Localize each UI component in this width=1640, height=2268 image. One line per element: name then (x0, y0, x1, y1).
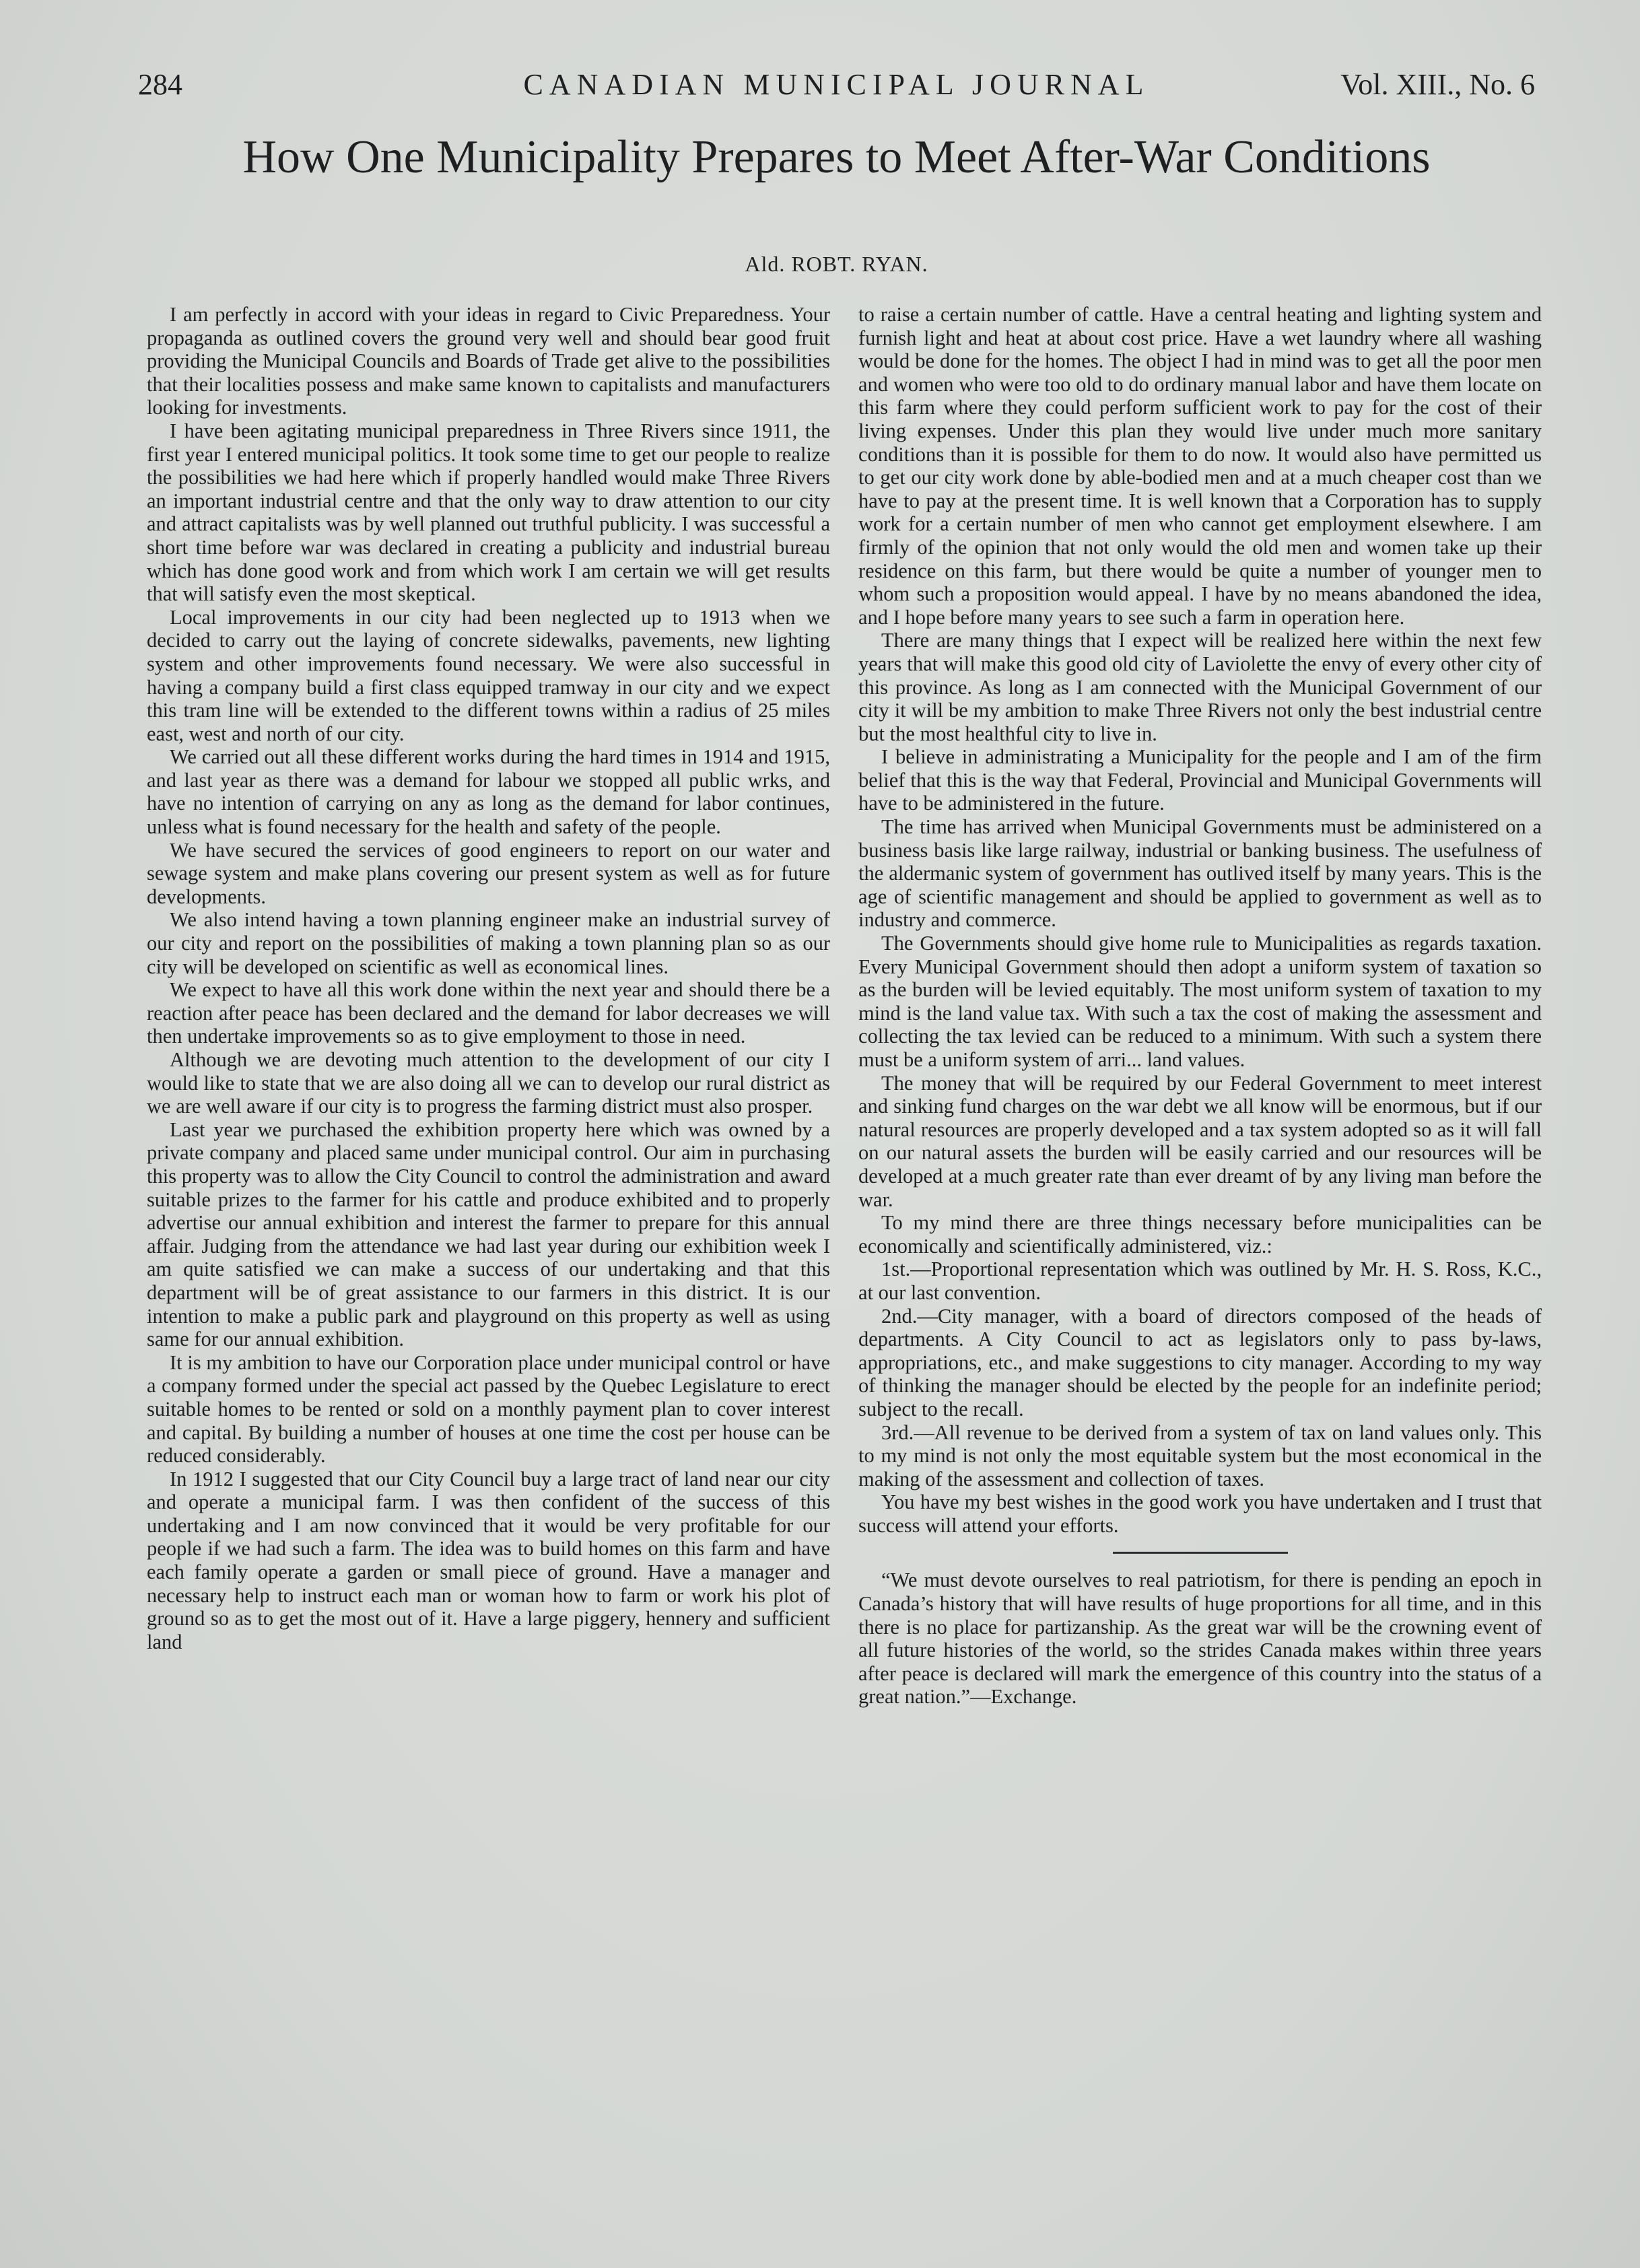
article-byline: Ald. ROBT. RYAN. (745, 252, 928, 276)
paragraph-closing: You have my best wishes in the good work you have undertaken and I trust that success will attend your efforts. (858, 1490, 1542, 1537)
paragraph-continued: to raise a certain number of cattle. Have a central heating and lighting system and furnish light and heat at about cost price. Have a wet laundry where all washing would be done for the homes. The object I had in mind was to get all the poor men and women who were too old to do ordinary manual labor and have them locate on this farm where they could perform sufficient work to pay for the cost of their living expenses. Under this plan they would live under much more sanitary conditions than it is possible for them to do now. It would also have permitted us to get our city work done by able-bodied men and at a much cheaper cost than we have to pay at the present time. It is well known that a Corporation has to supply work for a certain number of men who cannot get employment elsewhere. I am firmly of the opinion that not only would the old men and women take up their residence on this farm, but there would be quite a number of younger men to whom such a proposition would appeal. I have by no means abandoned the idea, and I hope before many years to see such a farm in operation here. (858, 303, 1542, 629)
paragraph: The Governments should give home rule to Municipalities as regards taxation. Every Municipal Government should then adopt a uniform system of taxation so as the burden will be levied equitably. The most uniform system of taxation to my mind is the land value tax. With such a tax the cost of making the assessment and collecting the tax levied can be reduced to a minimum. With such a system there must be a uniform system of arri... land values. (858, 932, 1542, 1071)
paragraph: Last year we purchased the exhibition property here which was owned by a private company and placed same under municipal control. Our aim in purchasing this property was to allow the City Council to control the administration and award suitable prizes to the farmer for his cattle and produce exhibited and to properly advertise our annual exhibition and interest the farmer to prepare for this annual affair. Judging from the attendance we had last year during our exhibition week I am quite satisfied we can make a success of our undertaking and that this department will be of great assistance to our farmers in this district. It is our intention to make a public park and playground on this property as well as using same for our annual exhibition. (147, 1118, 830, 1351)
paragraph: I am perfectly in accord with your ideas in regard to Civic Preparedness. Your propaganda as outlined covers the ground very well and should bear good fruit providing the Municipal Councils and Boards of Trade get alive to the possibilities that their localities possess and make same known to capitalists and manufacturers looking for investments. (147, 303, 830, 419)
paragraph: The time has arrived when Municipal Governments must be administered on a business basis like large railway, industrial or banking business. The usefulness of the aldermanic system of government has outlived itself by many years. This is the age of scientific management and should be applied to government as well as to industry and commerce. (858, 815, 1542, 932)
list-item-third: 3rd.—All revenue to be derived from a system of tax on land values only. This to my mind is not only the most equitable system but the most economical in the making of the assessment and collection of taxes. (858, 1420, 1542, 1490)
list-item-second: 2nd.—City manager, with a board of directors composed of the heads of departments. A City Council to act as legislators only to pass by-laws, appropriations, etc., and make suggestions to city manager. According to my way of thinking the manager should be elected by the people for an indefinite period; subject to the recall. (858, 1304, 1542, 1420)
paragraph: I have been agitating municipal preparedness in Three Rivers since 1911, the first year I entered municipal politics. It took some time to get our people to realize the possibilities we had here which if properly handled would make Three Rivers an important industrial centre and that the only way to draw attention to our city and attract capitalists was by well planned out truthful publicity. I was successful a short time before war was declared in creating a publicity and industrial bureau which has done good work and from which work I am certain we will get results that will satisfy even the most skeptical. (147, 419, 830, 606)
paragraph: In 1912 I suggested that our City Council buy a large tract of land near our city and operate a municipal farm. I was then confident of the success of this undertaking and I am now convinced that it would be very profitable for our people if we had such a farm. The idea was to build homes on this farm and have each family operate a garden or small piece of ground. Have a manager and necessary help to instruct each man or woman how to farm or work his plot of ground so as to get the most out of it. Have a large piggery, hennery and sufficient land (147, 1467, 830, 1653)
paragraph: I believe in administrating a Municipality for the people and I am of the firm belief that this is the way that Federal, Provincial and Municipal Governments will have to be administered in the future. (858, 745, 1542, 815)
paragraph: We expect to have all this work done within the next year and should there be a reaction after peace has been declared and the demand for labor decreases we will then undertake improvements so as to give employment to those in need. (147, 978, 830, 1048)
paragraph: The money that will be required by our Federal Government to meet interest and sinking fund charges on the war debt we all know will be enormous, but if our natural resources are properly developed and a tax system adopted so as it will fall on our natural assets the burden will be easily carried and our resources will be developed at a much greater rate than ever dreamt of by any living man before the war. (858, 1071, 1542, 1211)
paragraph: To my mind there are three things necessary before municipalities can be economically and scientifically administered, viz.: (858, 1211, 1542, 1258)
journal-title: CANADIAN MUNICIPAL JOURNAL (523, 68, 1150, 101)
list-item-first: 1st.—Proportional representation which was outlined by Mr. H. S. Ross, K.C., at our last convention. (858, 1258, 1542, 1304)
running-head (138, 65, 1535, 105)
right-column (858, 303, 1542, 1709)
paragraph: Local improvements in our city had been neglected up to 1913 when we decided to carry out the laying of concrete sidewalks, pavements, new lighting system and other improvements found necessary. We were also successful in having a company build a first class equipped tramway in our city and we expect this tram line will be extended to the different towns within a radius of 25 miles east, west and north of our city. (147, 605, 830, 745)
paragraph: We also intend having a town planning engineer make an industrial survey of our city and report on the possibilities of making a town planning plan so as our city will be developed on scientific as well as economical lines. (147, 908, 830, 978)
paragraph: Although we are devoting much attention to the development of our city I would like to state that we are also doing all we can to develop our rural district as we are well aware if our city is to progress the farming district must also prosper. (147, 1048, 830, 1118)
paragraph: We carried out all these different works during the hard times in 1914 and 1915, and last year as there was a demand for labour we stopped all public wrks, and have no intention of carrying on any as long as the demand for labor continues, unless what is found necessary for the health and safety of the people. (147, 745, 830, 839)
section-divider (1113, 1552, 1288, 1554)
paragraph: We have secured the services of good engineers to report on our water and sewage system and make plans covering our present system as well as for future developments. (147, 838, 830, 908)
page-number: 284 (138, 68, 182, 101)
paragraph: It is my ambition to have our Corporation place under municipal control or have a company formed under the special act passed by the Quebec Legislature to erect suitable homes to be rented or sold on a monthly payment plan to cover interest and capital. By building a number of houses at one time the cost per house can be reduced considerably. (147, 1350, 830, 1468)
exchange-quote: “We must devote ourselves to real patriotism, for there is pending an epoch in Canada’s history that will have results of huge proportions for all time, and in this there is no place for partizanship. As the great war will be the crowning event of all future histories of the world, so the strides Canada makes within three years after peace is declared will mark the emergence of this country into the status of a great nation.”—Exchange. (858, 1569, 1542, 1709)
paragraph: There are many things that I expect will be realized here within the next few years that will make this good old city of Laviolette the envy of every other city of this province. As long as I am connected with the Municipal Government of our city it will be my ambition to make Three Rivers not only the best industrial centre but the most healthful city to live in. (858, 629, 1542, 745)
article-title: How One Municipality Prepares to Meet After-War Conditions (242, 131, 1431, 183)
volume-issue: Vol. XIII., No. 6 (1340, 68, 1535, 101)
left-column (147, 303, 830, 1653)
